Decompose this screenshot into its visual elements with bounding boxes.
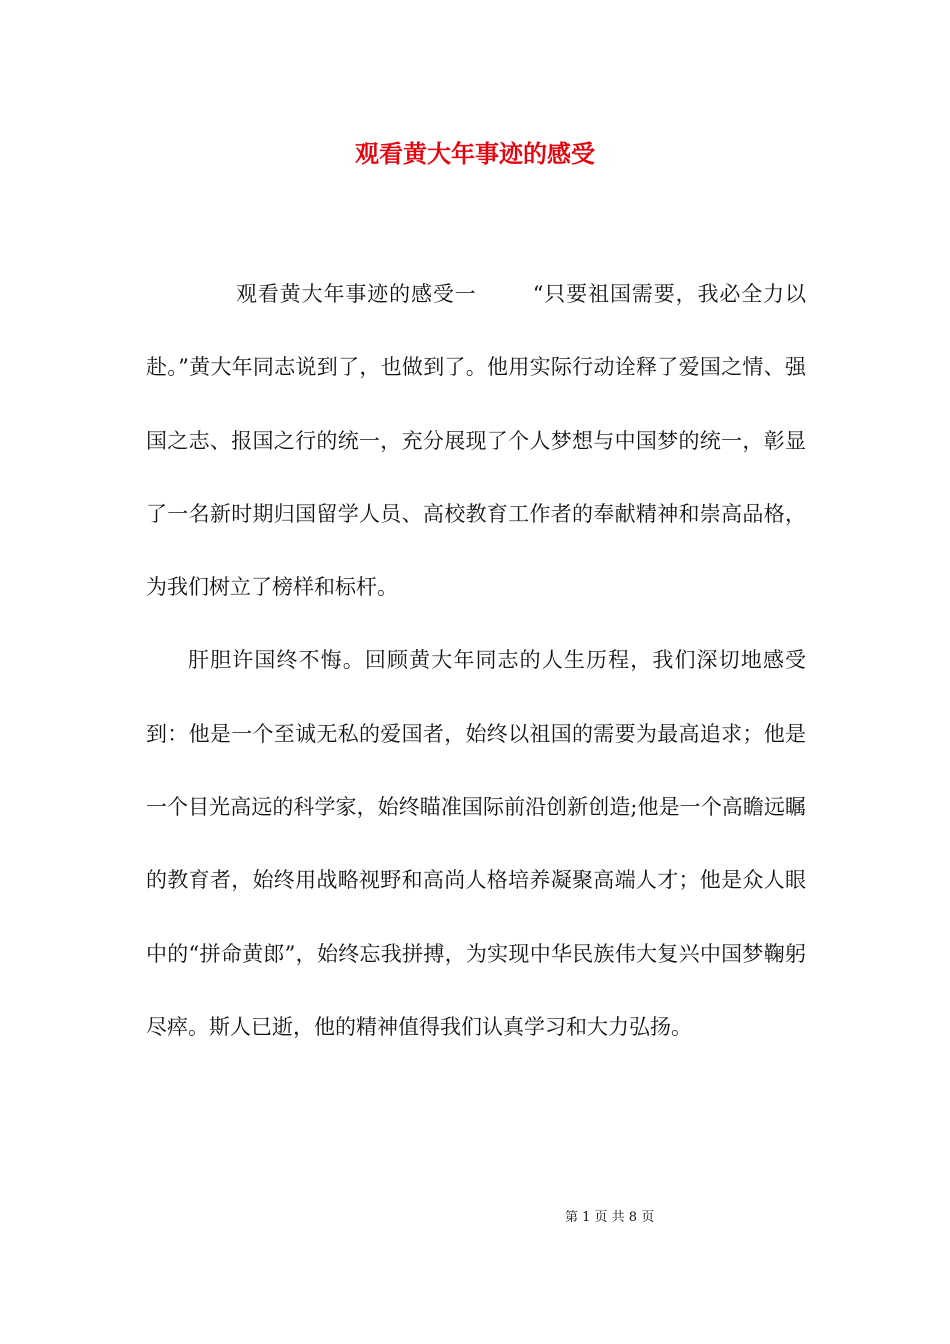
paragraph-1-body: “只要祖国需要，我必全力以赴。”黄大年同志说到了，也做到了。他用实际行动诠释了爱国之情、强国之志、报国之行的统一，充分展现了个人梦想与中国梦的统一，彰显了一名新时期归国留学人员、高校教育工作者的奉献精神和崇高品格，为我们树立了榜样和标杆。: [146, 282, 806, 600]
page-number: 第 1 页 共 8 页: [565, 1210, 655, 1225]
document-body: [146, 258, 806, 1064]
document-title: 观看黄大年事迹的感受: [355, 139, 595, 168]
paragraph-1-heading: 观看黄大年事迹的感受一: [236, 282, 477, 306]
paragraph-1: [146, 258, 806, 624]
paragraph-2: 肝胆许国终不悔。回顾黄大年同志的人生历程，我们深切地感受到：他是一个至诚无私的爱国者，始终以祖国的需要为最高追求；他是一个目光高远的科学家，始终瞄准国际前沿创新创造;他是一个高瞻远瞩的教育者，始终用战略视野和高尚人格培养凝聚高端人才；他是众人眼中的“拼命黄郎”，始终忘我拼搏，为实现中华民族伟大复兴中国梦鞠躬尽瘁。斯人已逝，他的精神值得我们认真学习和大力弘扬。: [146, 648, 806, 1039]
